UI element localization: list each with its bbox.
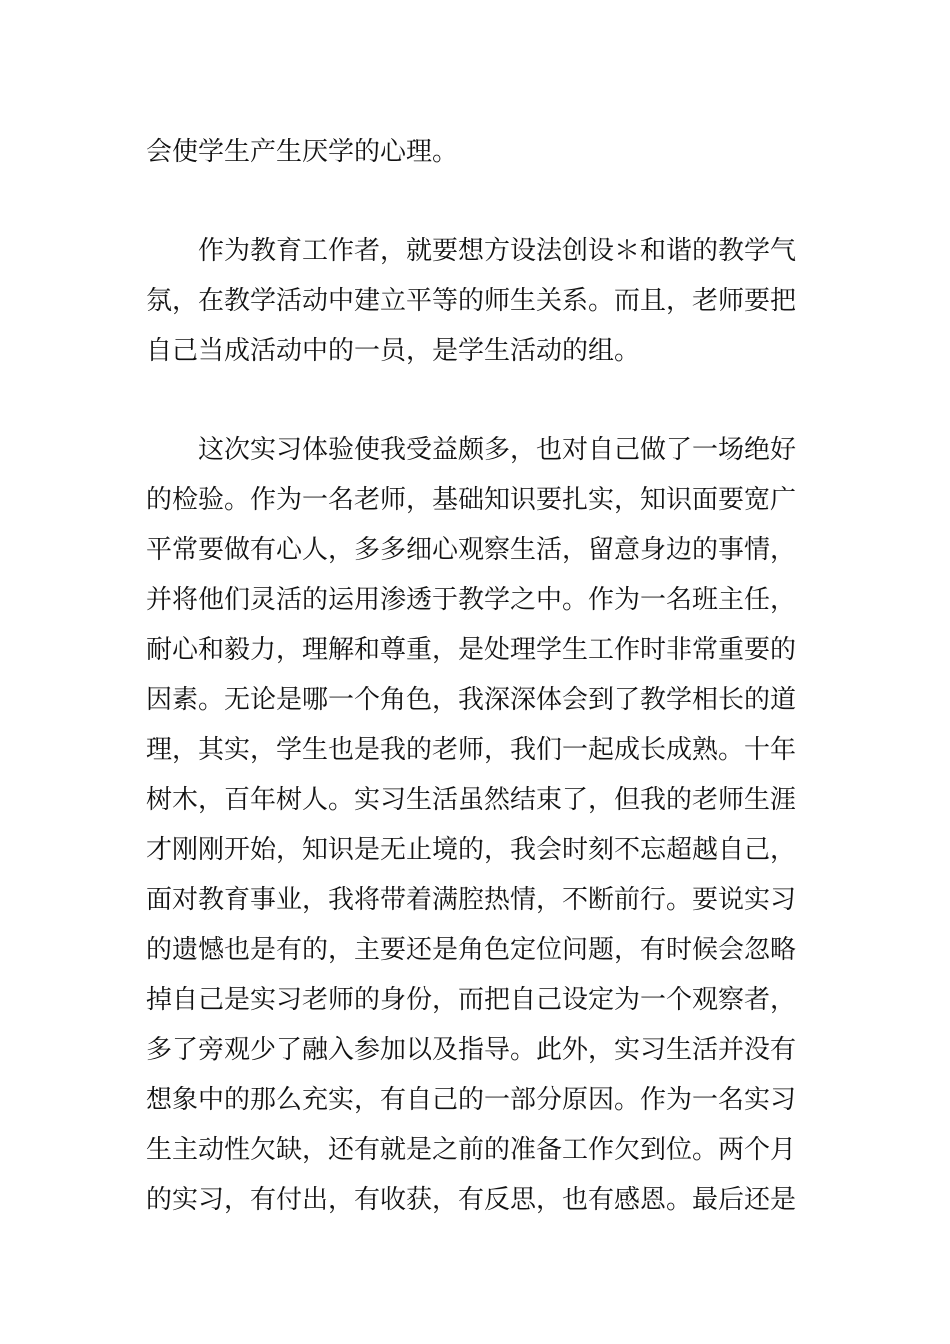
- paragraph-2-line-1: 作为教育工作者，就要想方设法创设＊和谐的教学气: [198, 236, 797, 266]
- paragraph-3-line-3: 平常要做有心人，多多细心观察生活，留意身边的事情，: [146, 535, 797, 565]
- paragraph-3-line-11: 的遗憾也是有的，主要还是角色定位问题，有时候会忽略: [146, 935, 797, 965]
- paragraph-3-line-5: 耐心和毅力，理解和尊重，是处理学生工作时非常重要的: [146, 635, 797, 665]
- paragraph-3-line-15: 生主动性欠缺，还有就是之前的准备工作欠到位。两个月: [146, 1135, 797, 1165]
- paragraph-3-line-16: 的实习，有付出，有收获，有反思，也有感恩。最后还是: [146, 1185, 797, 1215]
- paragraph-3-line-14: 想象中的那么充实，有自己的一部分原因。作为一名实习: [146, 1085, 797, 1115]
- paragraph-3-line-2: 的检验。作为一名老师，基础知识要扎实，知识面要宽广: [146, 485, 797, 515]
- paragraph-1-line-1: 会使学生产生厌学的心理。: [146, 137, 459, 167]
- paragraph-3-line-1: 这次实习体验使我受益颇多，也对自己做了一场绝好: [198, 435, 797, 465]
- paragraph-3-line-13: 多了旁观少了融入参加以及指导。此外，实习生活并没有: [146, 1035, 797, 1065]
- paragraph-3-line-12: 掉自己是实习老师的身份，而把自己设定为一个观察者，: [146, 985, 797, 1015]
- paragraph-3-line-4: 并将他们灵活的运用渗透于教学之中。作为一名班主任，: [146, 585, 797, 615]
- paragraph-3-line-9: 才刚刚开始，知识是无止境的，我会时刻不忘超越自己，: [146, 835, 797, 865]
- paragraph-2-line-3: 自己当成活动中的一员，是学生活动的组。: [146, 336, 641, 366]
- paragraph-3-line-10: 面对教育事业，我将带着满腔热情，不断前行。要说实习: [146, 885, 797, 915]
- paragraph-3-line-6: 因素。无论是哪一个角色，我深深体会到了教学相长的道: [146, 685, 797, 715]
- paragraph-3-line-7: 理，其实，学生也是我的老师，我们一起成长成熟。十年: [146, 735, 797, 765]
- paragraph-2-line-2: 氛，在教学活动中建立平等的师生关系。而且，老师要把: [146, 286, 797, 316]
- paragraph-3-line-8: 树木，百年树人。实习生活虽然结束了，但我的老师生涯: [146, 785, 797, 815]
